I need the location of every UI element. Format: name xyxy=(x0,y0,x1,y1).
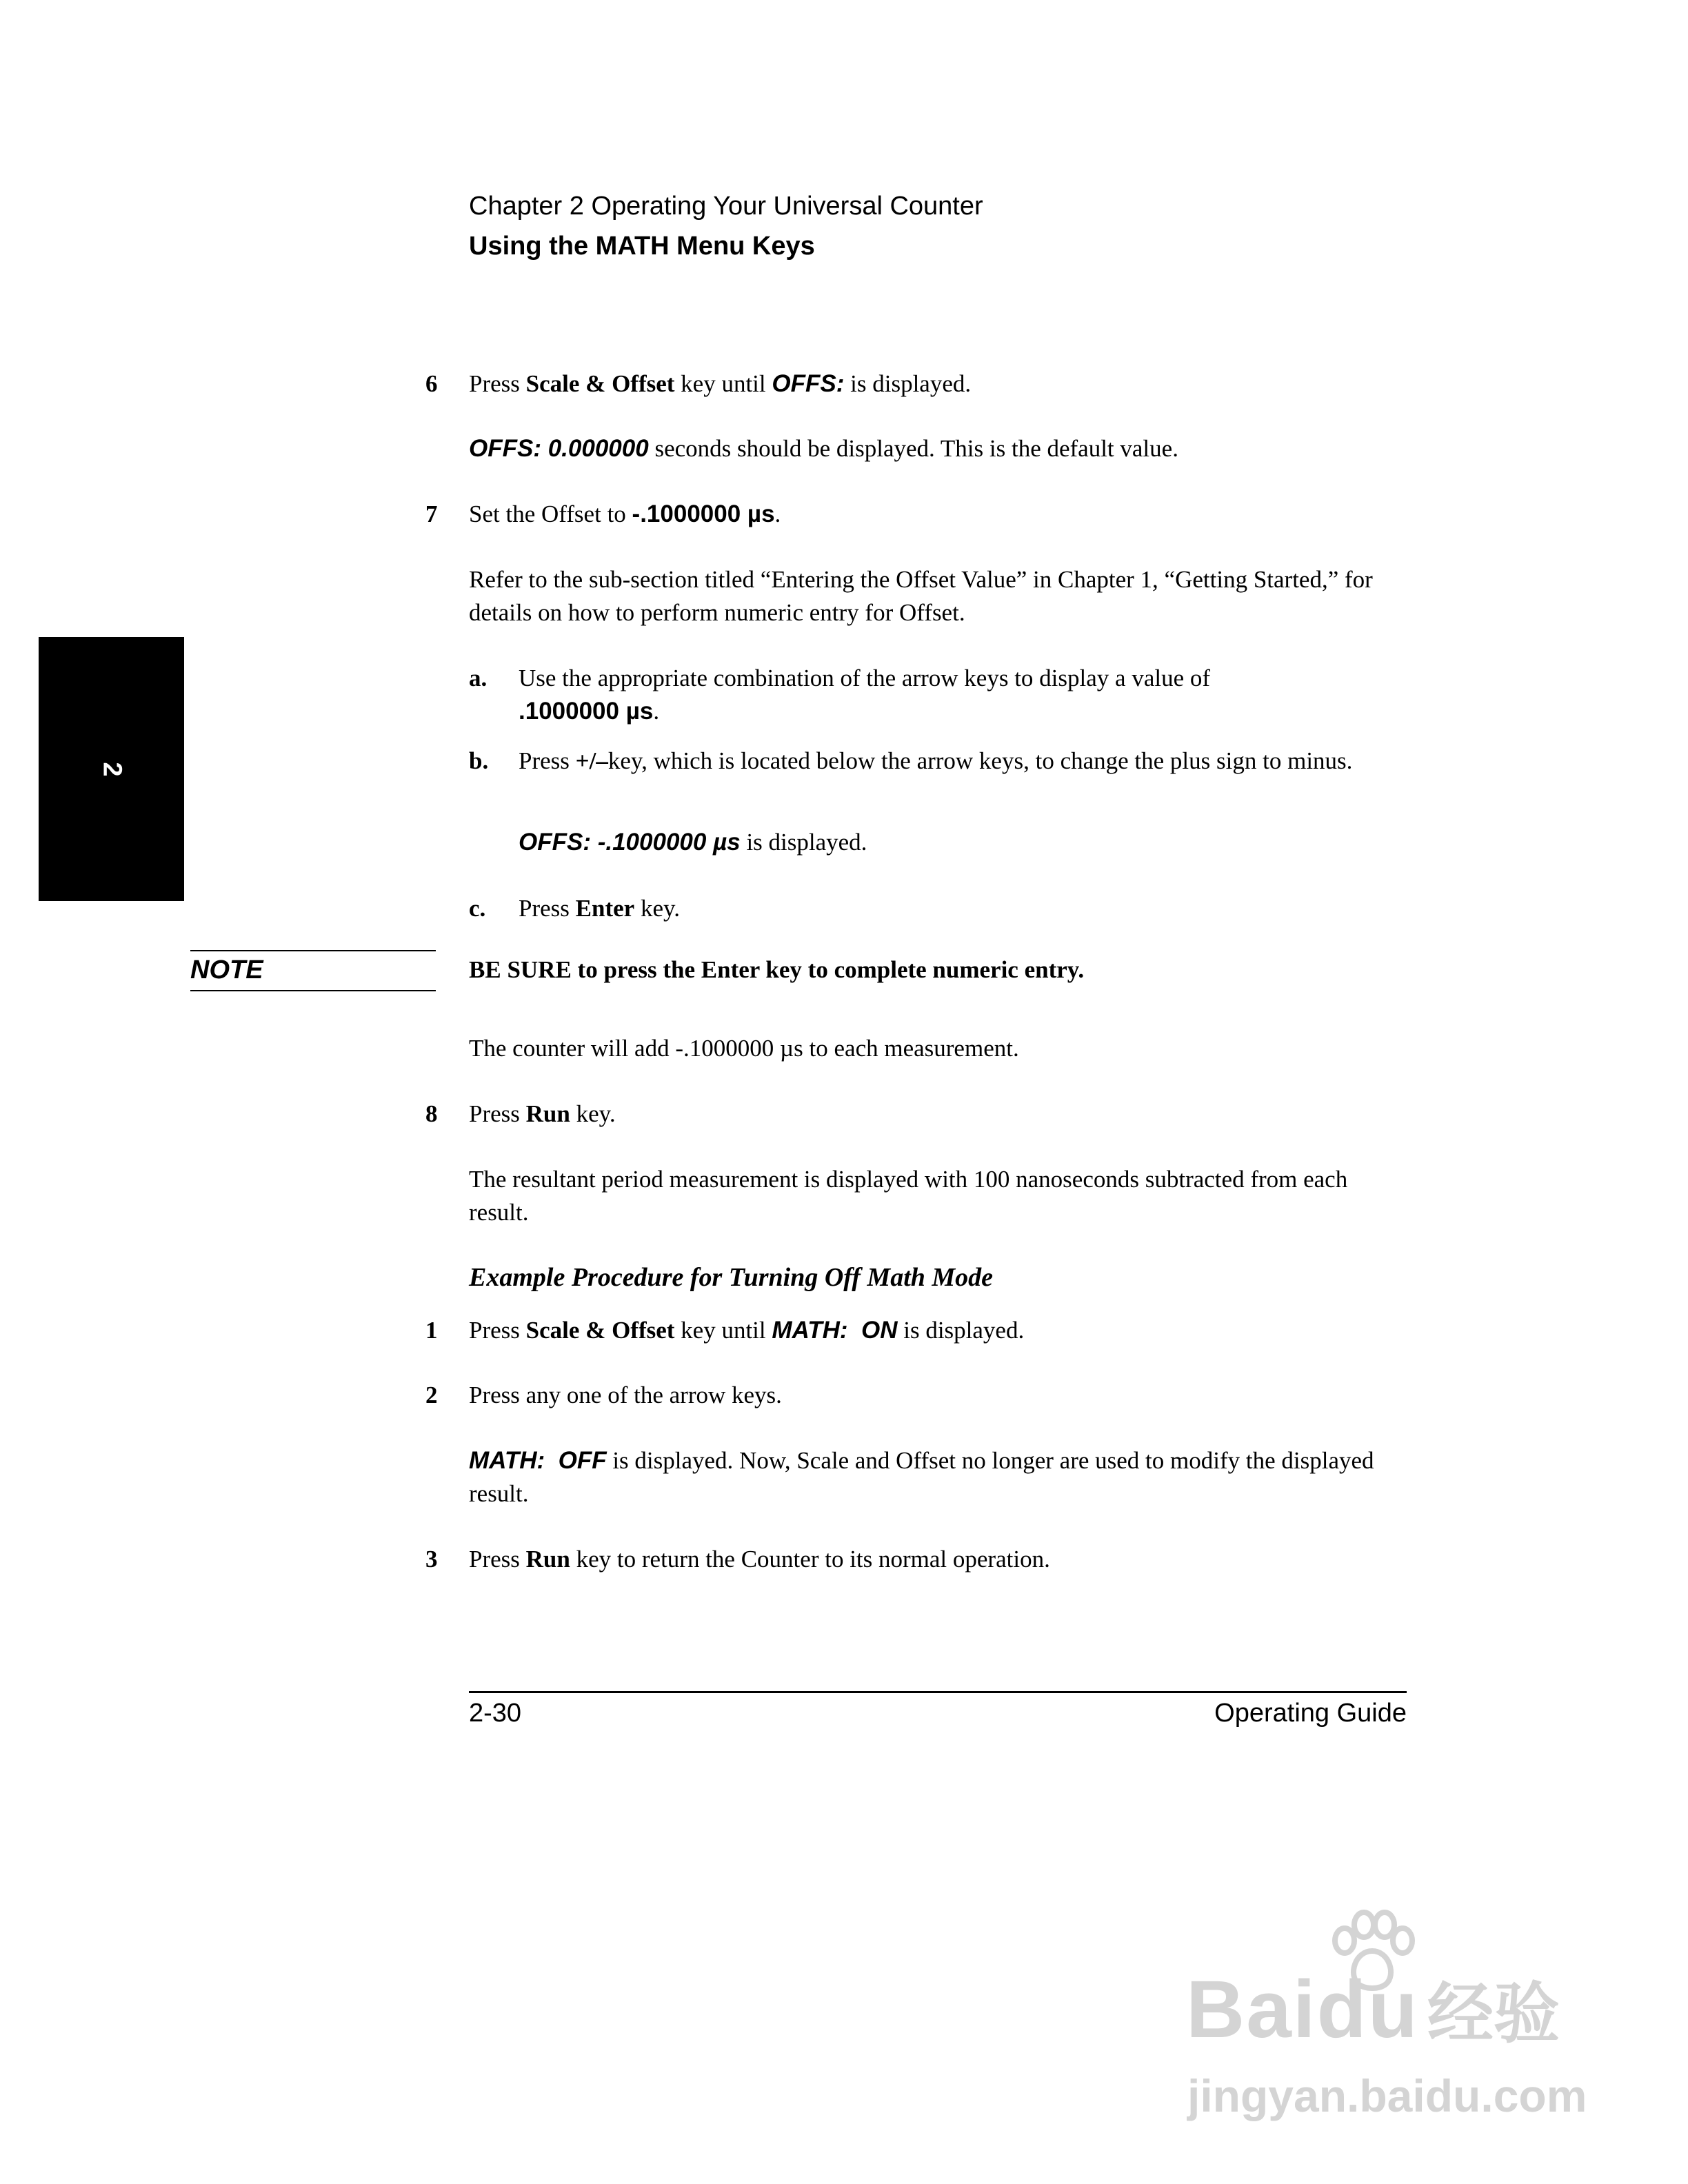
step-number: 7 xyxy=(425,501,438,527)
display-text: OFFS: xyxy=(772,370,845,397)
key-name: Scale & Offset xyxy=(525,1317,675,1344)
substep-label: b. xyxy=(469,747,489,774)
offset-value: .1000000 µs xyxy=(519,698,654,725)
page-number: 2-30 xyxy=(469,1699,522,1728)
note-rule-top xyxy=(190,950,436,951)
note-rule-bottom xyxy=(190,990,436,991)
key-name: Run xyxy=(525,1546,570,1573)
step-number: 2 xyxy=(425,1382,438,1408)
step-7-refer: Refer to the sub-section titled “Entering the Offset Value” in Chapter 1, “Getting Started,” for details on how to perform numeric entry for Offset. xyxy=(469,566,1373,626)
step-number: 6 xyxy=(425,370,438,397)
key-name: Scale & Offset xyxy=(525,370,675,397)
substep-b-text: Press +/–key, which is located below the arrow keys, to change the plus sign to minus. xyxy=(519,747,1353,774)
watermark-brand: Baidu xyxy=(1186,1964,1419,2055)
display-text: OFFS: 0.000000 xyxy=(469,435,649,462)
chapter-tab xyxy=(39,637,184,901)
section-title: Using the MATH Menu Keys xyxy=(469,232,815,261)
note-text: BE SURE to press the Enter key to complete numeric entry. xyxy=(469,956,1085,983)
example-step-2-text: Press any one of the arrow keys. xyxy=(469,1382,782,1408)
chapter-header: Chapter 2 Operating Your Universal Counter xyxy=(469,192,983,221)
watermark-url: jingyan.baidu.com xyxy=(1187,2070,1587,2121)
example-step-2-follow: MATH: OFF is displayed. Now, Scale and Offset no longer are used to modify the displayed result. xyxy=(469,1447,1374,1507)
add-offset-text: The counter will add -.1000000 µs to each measurement. xyxy=(469,1035,1019,1062)
watermark-cn: 经验 xyxy=(1427,1977,1560,2051)
step-number: 3 xyxy=(425,1546,438,1573)
key-name: +/– xyxy=(575,747,608,774)
display-text: MATH: OFF xyxy=(469,1447,607,1474)
substep-b-display: OFFS: -.1000000 µs is displayed. xyxy=(519,829,867,856)
key-name: Run xyxy=(525,1100,570,1127)
step-7-text: Set the Offset to -.1000000 µs. xyxy=(469,501,781,527)
step-number: 8 xyxy=(425,1100,438,1127)
substep-a-text: Use the appropriate combination of the arrow keys to display a value of .1000000 µs. xyxy=(519,665,1211,725)
substep-c-text: Press Enter key. xyxy=(519,895,680,922)
chapter-tab-number: 2 xyxy=(97,761,126,777)
footer-rule xyxy=(469,1691,1407,1693)
note-label: NOTE xyxy=(190,956,263,984)
watermark xyxy=(1186,1910,1587,2137)
step-6-text: Press Scale & Offset key until OFFS: is displayed. xyxy=(469,370,972,397)
example-heading: Example Procedure for Turning Off Math Mode xyxy=(469,1263,994,1292)
display-text: OFFS: -.1000000 µs xyxy=(519,829,741,856)
display-text: MATH: ON xyxy=(772,1317,898,1344)
substep-label: a. xyxy=(469,665,488,691)
step-number: 1 xyxy=(425,1317,438,1344)
step-6-follow: OFFS: 0.000000 seconds should be displayed. This is the default value. xyxy=(469,435,1178,462)
step-8-text: Press Run key. xyxy=(469,1100,616,1127)
step-8-result: The resultant period measurement is displayed with 100 nanoseconds subtracted from each result. xyxy=(469,1166,1348,1226)
substep-label: c. xyxy=(469,895,486,922)
example-step-3-text: Press Run key to return the Counter to its normal operation. xyxy=(469,1546,1050,1573)
key-name: Enter xyxy=(575,895,635,922)
offset-value: -.1000000 µs xyxy=(632,501,775,527)
footer-guide-title: Operating Guide xyxy=(1214,1699,1407,1728)
example-step-1-text: Press Scale & Offset key until MATH: ON is displayed. xyxy=(469,1317,1025,1344)
